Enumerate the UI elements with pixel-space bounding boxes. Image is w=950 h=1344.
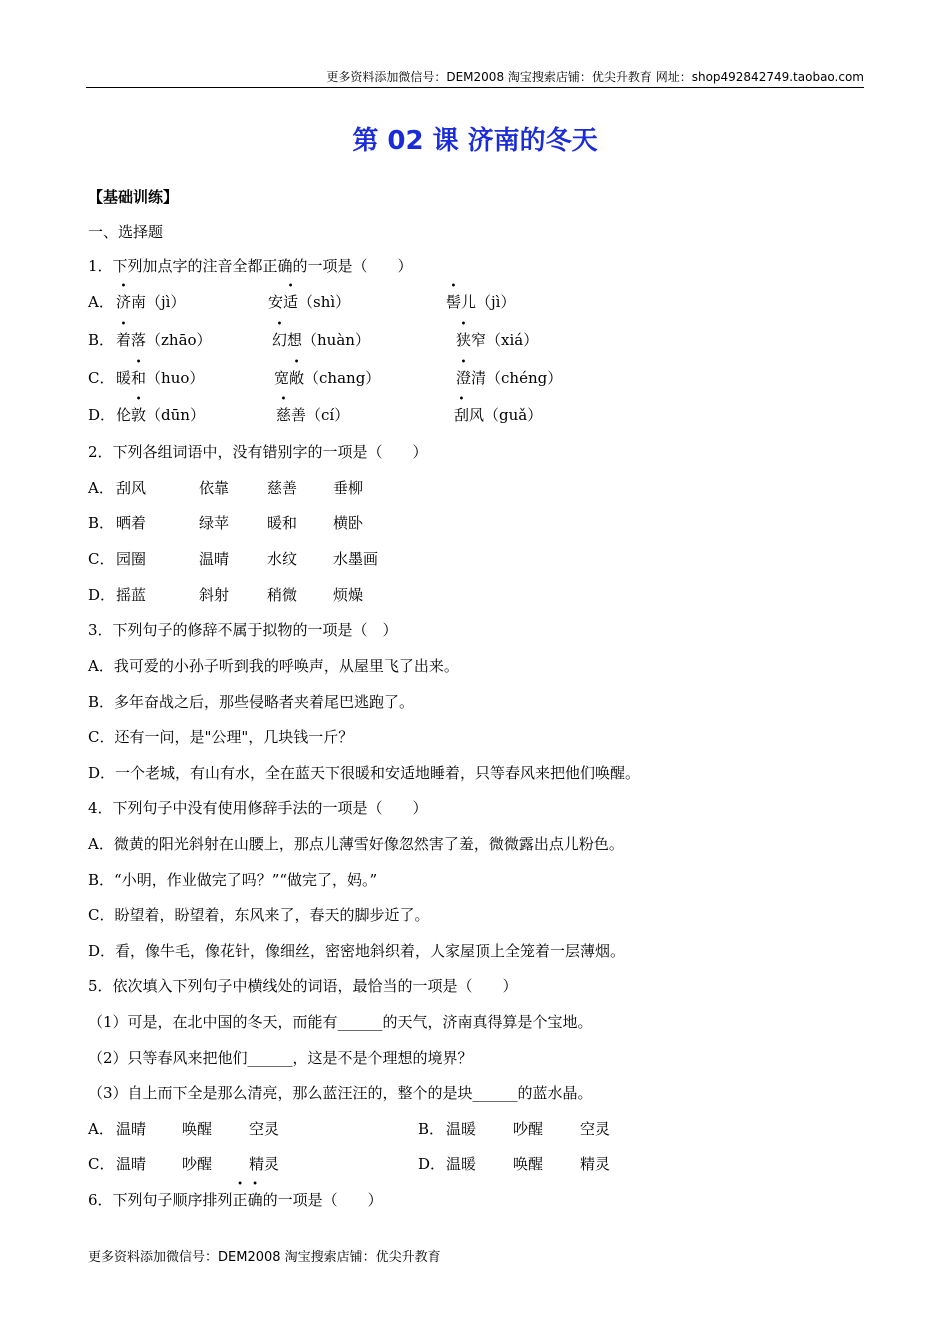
- dotted-char: 刮: [454, 406, 470, 424]
- dotted-char: 髻: [446, 293, 462, 311]
- option-letter: D．: [88, 406, 116, 424]
- question-4-stem: 4．下列句子中没有使用修辞手法的一项是（ ）: [88, 799, 428, 817]
- option-text: （huo）: [146, 369, 205, 387]
- option-text: 宽: [274, 369, 290, 387]
- word: 暖和: [267, 514, 298, 532]
- word: 慈善: [267, 479, 298, 497]
- option-letter: B．: [88, 514, 115, 532]
- option-text: （chang）: [304, 369, 381, 387]
- q3-option-c: C．还有一问，是"公理"，几块钱一斤？: [88, 728, 354, 746]
- question-2-stem: 2．下列各组词语中，没有错别字的一项是（ ）: [88, 443, 428, 461]
- q4-option-c: C．盼望着，盼望着，东风来了，春天的脚步近了。: [88, 906, 430, 924]
- option-text: （dūn）: [146, 406, 205, 424]
- word: 精灵: [580, 1155, 611, 1173]
- option-letter: C．: [88, 369, 115, 387]
- header-note: 更多资料添加微信号：DEM2008 淘宝搜索店铺：优尖升教育 网址：shop492842749.taobao.com: [326, 70, 864, 84]
- word: 园圈: [116, 550, 147, 568]
- word: 水墨画: [333, 550, 379, 568]
- word: 唤醒: [182, 1120, 213, 1138]
- q4-option-d: D．看，像牛毛，像花针，像细丝，密密地斜织着，人家屋顶上全笼着一层薄烟。: [88, 942, 626, 960]
- question-3-stem: 3．下列句子的修辞不属于拟物的一项是（ ）: [88, 621, 398, 639]
- option-text: 安: [268, 293, 284, 311]
- word: 精灵: [249, 1155, 280, 1173]
- q2-option-a: [88, 478, 488, 498]
- word: 斜射: [199, 586, 230, 604]
- header-divider: [86, 87, 864, 88]
- dotted-char: 敦: [131, 406, 147, 424]
- q4-option-b: B．“小明，作业做完了吗？”“做完了，妈。”: [88, 871, 378, 889]
- q3-option-b: B．多年奋战之后，那些侵略者夹着尾巴逃跑了。: [88, 693, 415, 711]
- dotted-char: 确: [247, 1191, 263, 1209]
- question-1-stem: 1．下列加点字的注音全都正确的一项是（ ）: [88, 257, 413, 275]
- dotted-char: 敞: [289, 369, 305, 387]
- option-letter: C．: [88, 550, 115, 568]
- option-letter: A．: [88, 479, 114, 497]
- word: 唤醒: [513, 1155, 544, 1173]
- word: 晒着: [116, 514, 147, 532]
- option-letter: A．: [88, 1120, 114, 1138]
- word: 温晴: [199, 550, 230, 568]
- stem-text: 的一项是（ ）: [262, 1191, 383, 1209]
- word: 水纹: [267, 550, 298, 568]
- word: 空灵: [580, 1120, 611, 1138]
- option-letter: B．: [88, 331, 115, 349]
- option-letter: A．: [88, 293, 114, 311]
- dotted-char: 济: [116, 293, 132, 311]
- word: 空灵: [249, 1120, 280, 1138]
- word: 吵醒: [513, 1120, 544, 1138]
- dotted-char: 幻: [272, 331, 288, 349]
- option-text: 清（chéng）: [471, 369, 563, 387]
- word: 依靠: [199, 479, 230, 497]
- option-letter: D．: [418, 1155, 446, 1173]
- word: 摇蓝: [116, 586, 147, 604]
- q1-option-c: [88, 368, 788, 388]
- word: 横卧: [333, 514, 364, 532]
- dotted-char: 正: [232, 1191, 248, 1209]
- word: 垂柳: [333, 479, 364, 497]
- q2-option-d: [88, 585, 488, 605]
- dotted-char: 适: [283, 293, 299, 311]
- q5-sentence-2: （2）只等春风来把他们______，这是不是个理想的境界？: [88, 1049, 473, 1067]
- q3-option-a: A．我可爱的小孙子听到我的呼唤声，从屋里飞了出来。: [88, 657, 459, 675]
- option-letter: C．: [88, 1155, 115, 1173]
- word: 温暖: [446, 1120, 477, 1138]
- option-text: 伦: [116, 406, 132, 424]
- q2-option-c: [88, 549, 488, 569]
- word: 温晴: [116, 1155, 147, 1173]
- q3-option-d: D．一个老城，有山有水，全在蓝天下很暖和安适地睡着，只等春风来把他们唤醒。: [88, 764, 641, 782]
- dotted-char: 着: [116, 331, 132, 349]
- q5-sentence-1: （1）可是，在北中国的冬天，而能有______的天气，济南真得算是个宝地。: [88, 1013, 593, 1031]
- option-letter: D．: [88, 586, 116, 604]
- option-text: 窄（xiá）: [471, 331, 539, 349]
- word: 烦燥: [333, 586, 364, 604]
- q4-option-a: A．微黄的阳光斜射在山腰上，那点儿薄雪好像忽然害了羞，微微露出点儿粉色。: [88, 835, 624, 853]
- dotted-char: 狭: [456, 331, 472, 349]
- option-text: 落（zhāo）: [131, 331, 212, 349]
- q5-sentence-3: （3）自上而下全是那么清亮，那么蓝汪汪的，整个的是块______的蓝水晶。: [88, 1084, 593, 1102]
- q5-options-row-1: [88, 1119, 688, 1139]
- question-5-stem: 5．依次填入下列句子中横线处的词语，最恰当的一项是（ ）: [88, 977, 518, 995]
- word: 温暖: [446, 1155, 477, 1173]
- option-text: 风（guǎ）: [469, 406, 543, 424]
- option-letter: B．: [418, 1120, 445, 1138]
- q1-option-b: [88, 330, 788, 350]
- section-heading: 【基础训练】: [88, 188, 179, 206]
- q5-options-row-2: [88, 1154, 688, 1174]
- stem-text: 6．下列句子顺序排列: [88, 1191, 233, 1209]
- word: 吵醒: [182, 1155, 213, 1173]
- q2-option-b: [88, 513, 488, 533]
- page-title: 第 02 课 济南的冬天: [352, 126, 598, 156]
- part-heading: 一、选择题: [88, 223, 164, 241]
- option-text: 暖: [116, 369, 132, 387]
- q1-option-d: [88, 405, 788, 425]
- option-text: 儿（jì）: [461, 293, 516, 311]
- word: 刮风: [116, 479, 147, 497]
- word: 绿苹: [199, 514, 230, 532]
- dotted-char: 和: [131, 369, 147, 387]
- question-6-stem: [88, 1190, 383, 1210]
- option-text: 想（huàn）: [287, 331, 370, 349]
- word: 温晴: [116, 1120, 147, 1138]
- option-text: 南（jì）: [131, 293, 186, 311]
- word: 稍微: [267, 586, 298, 604]
- q1-option-a: [88, 292, 788, 312]
- dotted-char: 澄: [456, 369, 472, 387]
- option-text: 善（cí）: [291, 406, 350, 424]
- footer-note: 更多资料添加微信号：DEM2008 淘宝搜索店铺：优尖升教育: [88, 1250, 441, 1265]
- dotted-char: 慈: [276, 406, 292, 424]
- option-text: （shì）: [298, 293, 351, 311]
